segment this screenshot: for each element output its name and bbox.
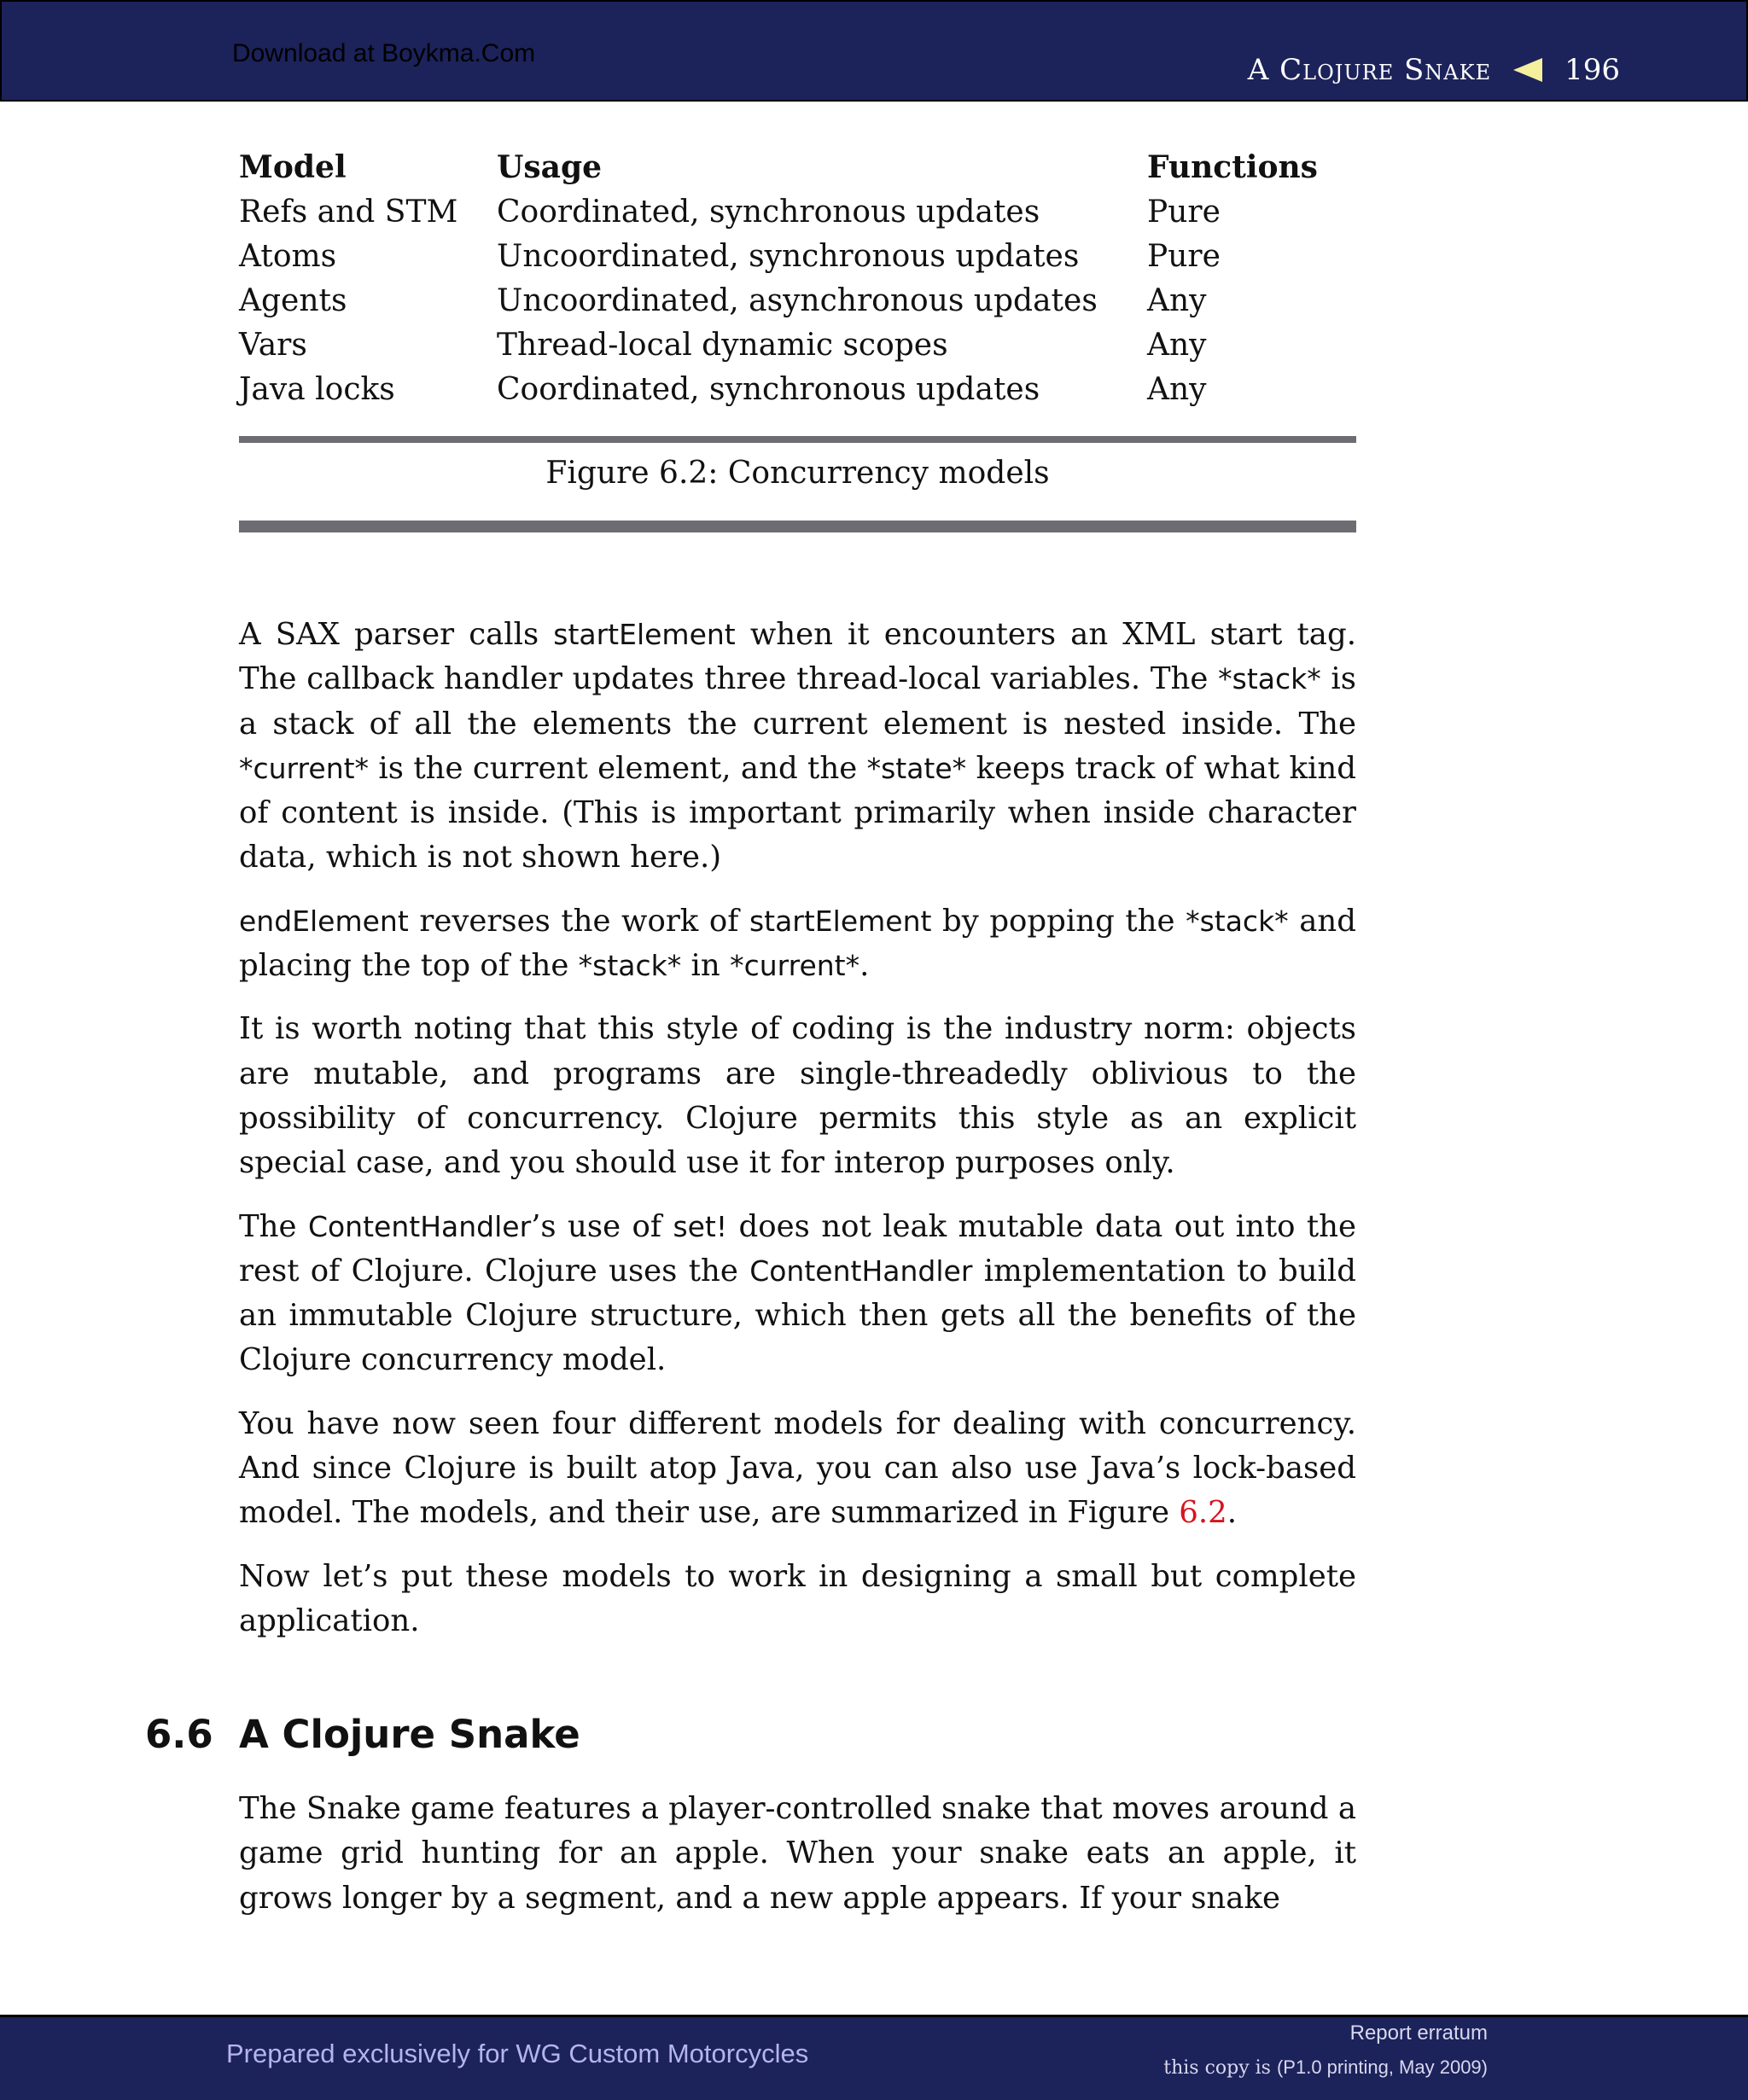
text-run: does not leak mutable data out into the rest of Clojure. Clojure uses the <box>239 1208 1356 1289</box>
table-cell: Thread-local dynamic scopes <box>497 327 948 363</box>
table-cell: Agents <box>239 282 347 318</box>
text-run: You have now seen four different models for dealing with concurrency. And since Clojure is built atop Java, you can also use Java’s lock-based model. The models, and their use, are summarized in Figure <box>239 1405 1356 1531</box>
table-row <box>239 323 1352 367</box>
code-term: *state* <box>866 751 967 785</box>
text-run: by popping the <box>931 903 1186 939</box>
body-text <box>239 613 1356 1662</box>
text-run: . <box>859 948 870 984</box>
table-cell: Vars <box>239 327 307 363</box>
table-cell: Pure <box>1147 194 1221 230</box>
section-number: 6.6 <box>145 1712 213 1757</box>
column-header-model: Model <box>239 149 347 185</box>
text-run: A SAX parser calls <box>239 617 554 652</box>
text-run: The <box>239 1208 308 1244</box>
table-cell: Any <box>1147 371 1207 407</box>
table-row <box>239 367 1352 411</box>
table-cell: Pure <box>1147 238 1221 274</box>
figure-link[interactable]: 6.2 <box>1179 1495 1227 1531</box>
text-run: is the current element, and the <box>369 750 867 786</box>
paragraph <box>239 899 1356 989</box>
back-arrow-icon[interactable] <box>1513 58 1542 82</box>
paragraph <box>239 1205 1356 1383</box>
column-header-functions: Functions <box>1147 149 1318 185</box>
text-run: in <box>681 948 731 984</box>
text-run: when it encounters an XML start tag. The callback handler updates three thread-local variables. The <box>239 617 1356 697</box>
figure-caption: Figure 6.2: Concurrency models <box>545 456 1050 491</box>
column-header-usage: Usage <box>497 149 603 185</box>
section-heading <box>145 1712 580 1757</box>
text-run: implementation to build an immutable Clojure structure, which then gets all the benefits of the Clojure concurrency model. <box>239 1253 1356 1378</box>
code-term: ContentHandler <box>749 1254 973 1288</box>
text-run: keeps track of what kind of content is inside. (This is important primarily when inside character data, which is not shown here.) <box>239 750 1356 875</box>
table-cell: Refs and STM <box>239 194 458 230</box>
text-run: is a stack of all the elements the current element is nested inside. The <box>239 661 1356 742</box>
paragraph: Now let’s put these models to work in designing a small but complete application. <box>239 1558 1356 1638</box>
concurrency-table <box>239 145 1357 411</box>
copy-prefix: this copy is <box>1163 2057 1277 2079</box>
code-term: *stack* <box>1218 662 1321 696</box>
table-row <box>239 278 1352 323</box>
table-row <box>239 189 1352 234</box>
report-erratum-link[interactable]: Report erratum <box>1349 2021 1488 2045</box>
running-head <box>1248 53 1620 87</box>
section-title: A Clojure Snake <box>239 1712 580 1757</box>
copy-note <box>1163 2056 1488 2079</box>
text-run: reverses the work of <box>408 903 749 939</box>
text-run: and placing the top of the <box>239 903 1356 984</box>
code-term: ContentHandler <box>307 1209 532 1243</box>
text-run: ’s use of <box>531 1208 673 1244</box>
figure-rule-top <box>239 436 1356 443</box>
code-term: *stack* <box>1186 904 1289 938</box>
table-cell: Any <box>1147 327 1207 363</box>
table-cell: Atoms <box>239 238 337 274</box>
text-run: . <box>1227 1495 1238 1531</box>
paragraph <box>239 613 1356 881</box>
code-term: *stack* <box>578 949 682 983</box>
prepared-for-note: Prepared exclusively for WG Custom Motorcycles <box>226 2039 809 2068</box>
table-cell: Java locks <box>239 371 395 407</box>
code-term: *current* <box>730 949 860 983</box>
running-title: A Clojure Snake <box>1247 53 1492 87</box>
table-cell: Any <box>1147 282 1207 318</box>
paragraph: The Snake game features a player-controlled snake that moves around a game grid hunting for an apple. When your snake eats an apple, it grows longer by a segment, and a new apple appears. If your snake <box>239 1791 1356 1916</box>
download-note: Download at Boykma.Com <box>232 39 536 67</box>
code-term: set! <box>673 1209 728 1243</box>
code-term: startElement <box>553 618 736 651</box>
printing-info: (P1.0 printing, May 2009) <box>1276 2056 1488 2078</box>
code-term: *current* <box>239 751 370 785</box>
table-cell: Uncoordinated, synchronous updates <box>497 238 1080 274</box>
page-number: 196 <box>1564 53 1620 87</box>
paragraph: It is worth noting that this style of coding is the industry norm: objects are mutable, and programs are single-threadedly oblivious to the possibility of concurrency. Clojure permits this style as an explicit special case, and you should use it for interop purposes only. <box>239 1011 1356 1181</box>
figure-rule-bottom <box>239 521 1356 532</box>
code-term: startElement <box>749 904 932 938</box>
table-row <box>239 234 1352 278</box>
table-cell: Uncoordinated, asynchronous updates <box>497 282 1098 318</box>
code-term: endElement <box>239 904 409 938</box>
table-cell: Coordinated, synchronous updates <box>497 194 1040 230</box>
table-cell: Coordinated, synchronous updates <box>497 371 1040 407</box>
table-header-row <box>239 145 1352 189</box>
paragraph <box>239 1402 1356 1536</box>
